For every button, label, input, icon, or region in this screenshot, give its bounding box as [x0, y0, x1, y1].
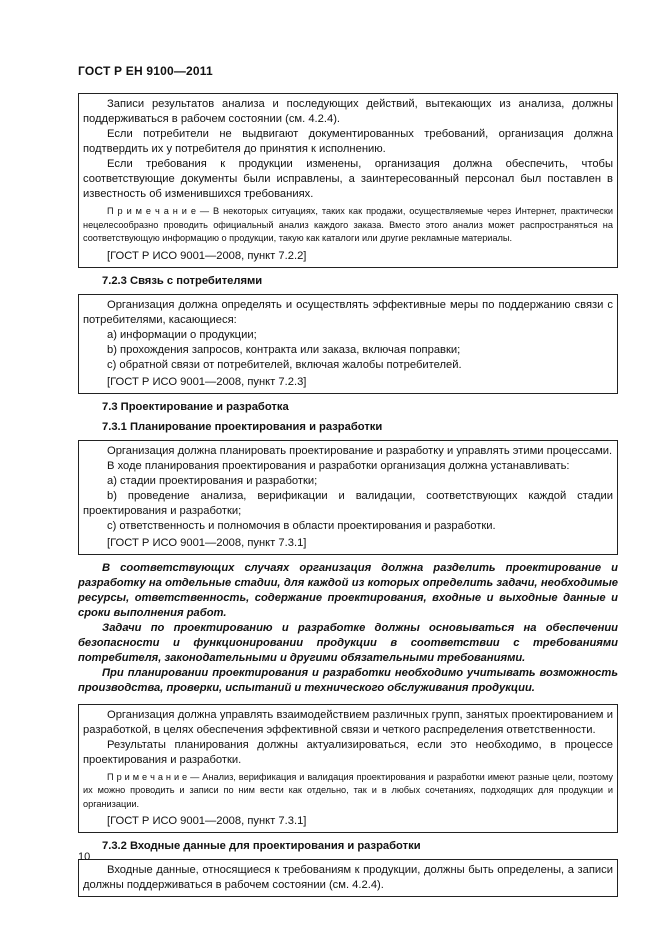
paragraph: Задачи по проектированию и разработке должны основываться на обеспечении безопасности и функционировании продукции в соответствии с требованиями потребителя, законодательными и другими обязательными требованиями. — [78, 621, 618, 664]
reference: [ГОСТ Р ИСО 9001—2008, пункт 7.3.1] — [107, 815, 307, 827]
reference: [ГОСТ Р ИСО 9001—2008, пункт 7.2.3] — [107, 375, 307, 388]
quote-box-723 — [78, 294, 618, 394]
paragraph: Результаты планирования должны актуализироваться, если это необходимо, в процессе проектирования и разработки. — [83, 738, 613, 766]
paragraph: Организация должна планировать проектирование и разработку и управлять этими процессами. — [107, 444, 613, 457]
paragraph: В ходе планирования проектирования и разработки организация должна устанавливать: — [107, 459, 570, 472]
paragraph: Если требования к продукции изменены, организация должна обеспечить, чтобы соответствующие документы были исправлены, а заинтересованный персонал был поставлен в известность об изменившихся требованиях. — [83, 158, 613, 200]
quote-box-722 — [78, 93, 618, 268]
list-item: а) стадии проектирования и разработки; — [107, 474, 318, 487]
section-heading-731: 7.3.1 Планирование проектирования и разработки — [102, 420, 383, 433]
paragraph: В соответствующих случаях организация должна разделить проектирование и разработку на отдельные стадии, для каждой из которых определить задачи, необходимые ресурсы, ответственность, содержание проектирования, входные и выходные данные и сроки выполнения работ. — [78, 561, 618, 619]
list-item: b) прохождения запросов, контракта или заказа, включая поправки; — [107, 343, 461, 356]
paragraph: Записи результатов анализа и последующих действий, вытекающих из анализа, должны поддерживаться в рабочем состоянии (см. 4.2.4). — [83, 98, 613, 125]
paragraph: Входные данные, относящиеся к требованиям к продукции, должны быть определены, а записи должны поддерживаться в рабочем состоянии (см. 4.2.4). — [83, 864, 613, 891]
section-heading-732: 7.3.2 Входные данные для проектирования и разработки — [102, 840, 421, 852]
section-heading-73: 7.3 Проектирование и разработка — [102, 400, 289, 413]
document-header: ГОСТ Р ЕН 9100—2011 — [78, 64, 213, 78]
quote-box-731 — [78, 440, 618, 555]
list-item: c) ответственность и полномочия в области проектирования и разработки. — [107, 519, 496, 532]
note: П р и м е ч а н и е — В некоторых ситуациях, таких как продажи, осуществляемые через Интернет, практически нецелесообразно проводить официальный анализ каждого заказа. Вместо этого анализ может распространяться на соответствующую информацию о продукции, такую как каталоги или другие рекламные материалы. — [83, 206, 613, 243]
reference: [ГОСТ Р ИСО 9001—2008, пункт 7.3.1] — [107, 536, 307, 549]
supplementary-requirements — [78, 561, 618, 696]
page-number: 10 — [78, 851, 91, 863]
list-item: c) обратной связи от потребителей, включая жалобы потребителей. — [107, 358, 462, 371]
quote-box-731-cont — [78, 704, 618, 834]
page-content — [78, 93, 618, 903]
paragraph: Организация должна управлять взаимодействием различных групп, занятых проектированием и разработкой, в целях обеспечения эффективной связи и четкого распределения ответственности. — [83, 708, 613, 736]
list-item: a) информации о продукции; — [107, 328, 257, 341]
reference: [ГОСТ Р ИСО 9001—2008, пункт 7.2.2] — [107, 249, 307, 262]
paragraph: Если потребители не выдвигают документированных требований, организация должна подтвердить их у потребителя до принятия к исполнению. — [83, 128, 613, 155]
quote-box-732 — [78, 859, 618, 897]
list-item: b) проведение анализа, верификации и валидации, соответствующих каждой стадии проектирования и разработки; — [83, 489, 613, 517]
note: П р и м е ч а н и е — Анализ, верификация и валидация проектирования и разработки имеют разные цели, поэтому их можно проводить и записи по ним вести как отдельно, так и в любых сочетаниях, подходящих для продукции и организации. — [83, 771, 613, 809]
section-heading-723: 7.2.3 Связь с потребителями — [102, 274, 263, 287]
paragraph: При планировании проектирования и разработки необходимо учитывать возможность производства, проверки, испытаний и технического обслуживания продукции. — [78, 666, 618, 694]
paragraph: Организация должна определять и осуществлять эффективные меры по поддержанию связи с потребителями, касающиеся: — [83, 298, 613, 326]
